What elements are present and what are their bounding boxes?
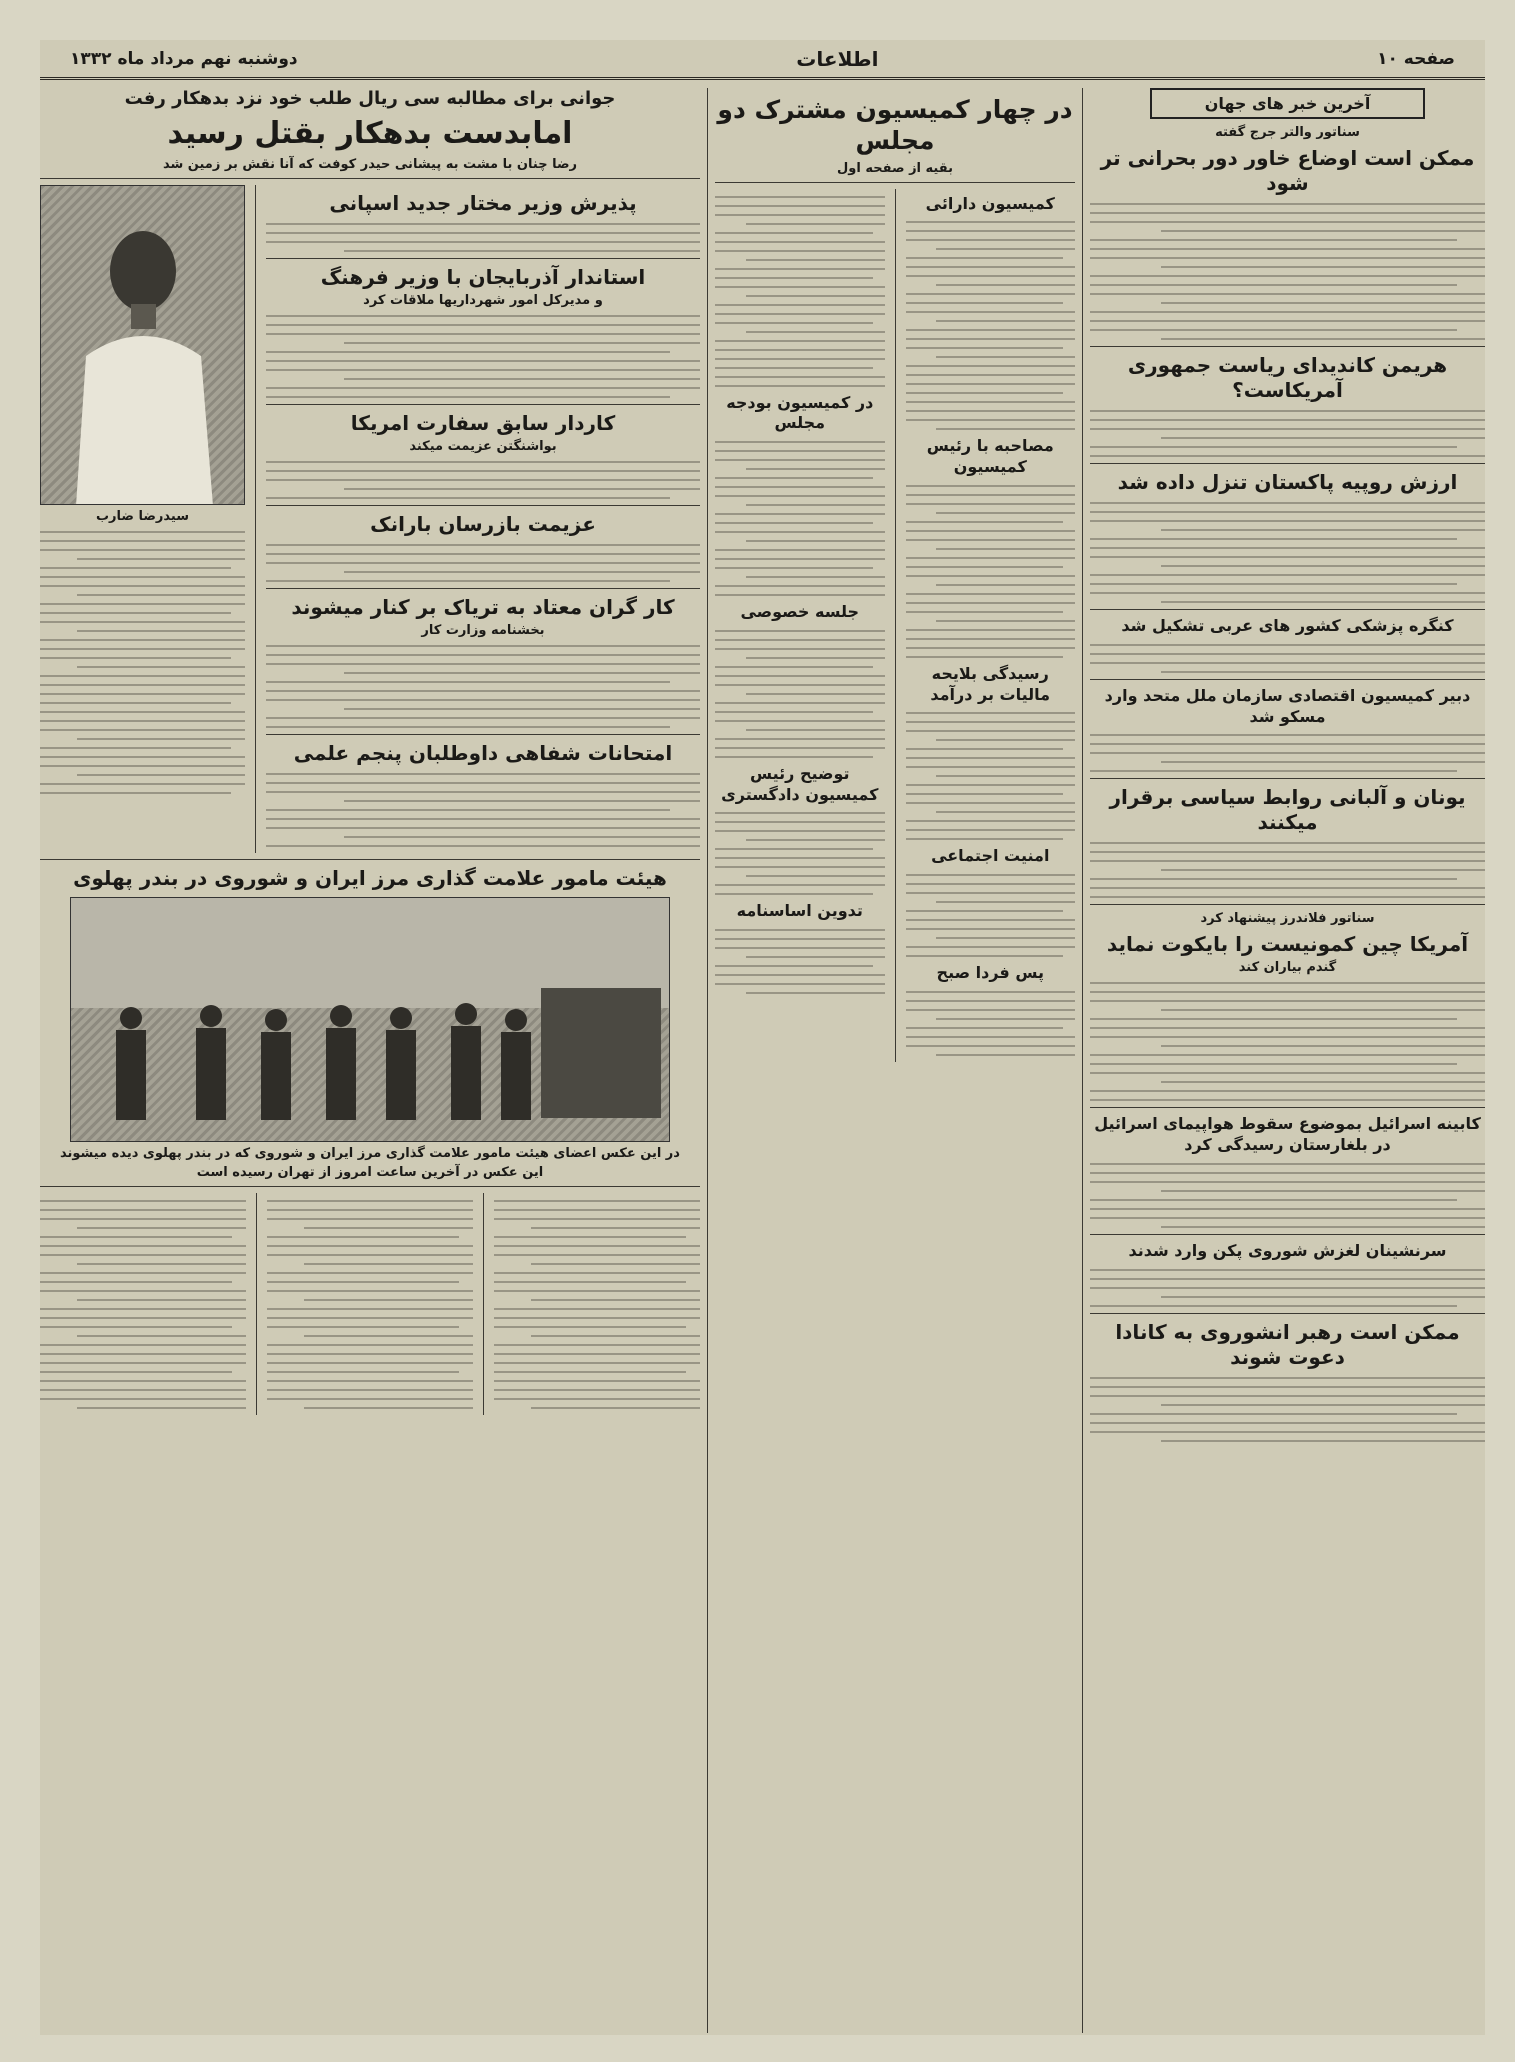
story-body: [1090, 410, 1485, 457]
section-heading: مصاحبه با رئیس کمیسیون: [926, 436, 1054, 477]
story-headline: دبیر کمیسیون اقتصادی سازمان ملل متحد وارد مسکو شد: [1104, 685, 1471, 726]
story-headline: کنگره پزشکی کشور های عربی تشکیل شد: [1121, 616, 1454, 635]
page-number: صفحه ۱۰: [1377, 48, 1455, 69]
story-headline: استاندار آذربایجان با وزیر فرهنگ: [320, 264, 646, 289]
column-rule: [1082, 88, 1083, 2033]
story-headline: ممکن است اوضاع خاور دور بحرانی تر شود: [1100, 146, 1475, 195]
newspaper-page: [40, 40, 1485, 2035]
section-heading: در کمیسیون بودجه مجلس: [726, 392, 874, 433]
portrait-photo: [40, 185, 245, 505]
story-headline: هریمن کاندیدای ریاست جمهوری آمریکاست؟: [1127, 353, 1448, 402]
story-body: [1090, 502, 1485, 603]
story-kicker: سناتور فلاندرز پیشنهاد کرد: [1200, 911, 1375, 927]
section-heading: کمیسیون دارائی: [925, 193, 1055, 213]
parliament-column: [715, 88, 1075, 2033]
story-headline: امابدست بدهکار بقتل رسید: [167, 116, 573, 151]
story-headline: ممکن است رهبر انشوروی به کانادا دعوت شوند: [1115, 1319, 1460, 1369]
photo-caption: این عکس در آخرین ساعت امروز از تهران رسیده است: [196, 1164, 544, 1180]
photo-caption: سیدرضا ضارب: [95, 508, 190, 524]
story-kicker: جوانی برای مطالبه سی ریال طلب خود نزد بدهکار رفت: [124, 88, 616, 109]
group-figures: [71, 898, 670, 1142]
story-headline: یونان و آلبانی روابط سیاسی برقرار میکنند: [1109, 785, 1466, 835]
story-headline: ارزش روپیه پاکستان تنزل داده شد: [1117, 470, 1458, 494]
photo-caption: در این عکس اعضای هیئت مامور علامت گذاری مرز ایران و شوروی که در بندر پهلوی دیده میشوند: [60, 1145, 680, 1161]
story-headline: هیئت مامور علامت گذاری مرز ایران و شوروی در بندر پهلوی: [73, 865, 667, 890]
issue-date: دوشنبه نهم مرداد ماه ۱۳۳۲: [70, 48, 298, 69]
story-subhead: رضا چنان با مشت به پیشانی حیدر کوفت که آنا نقش بر زمین شد: [162, 156, 578, 172]
story-headline: امتحانات شفاهی داوطلبان پنجم علمی: [293, 740, 673, 765]
story-kicker: سناتور والتر جرج گفته: [1215, 125, 1360, 140]
section-heading: تدوین اساسنامه: [736, 901, 863, 921]
story-subhead: گندم بیاران کند: [1238, 960, 1337, 976]
story-body: [1090, 1269, 1485, 1307]
story-headline: پذیرش وزیر مختار جدید اسپانی: [329, 190, 637, 215]
paper-name: اطلاعات: [796, 46, 879, 71]
story-subhead: بواشنگتن عزیمت میکند: [409, 438, 557, 454]
lead-area: [40, 185, 700, 853]
story-body: [1090, 203, 1485, 340]
person-figure: [41, 186, 245, 505]
world-news-column: [1090, 88, 1485, 2033]
column-rule: [707, 88, 708, 2033]
story-headline: کاردار سابق سفارت امریکا: [350, 410, 616, 435]
story-headline: عزیمت بازرسان بارانک: [370, 511, 596, 536]
section-heading: توضیح رئیس کمیسیون دادگستری: [721, 763, 879, 804]
story-headline: آمریکا چین کمونیست را بایکوت نماید: [1106, 932, 1469, 957]
domestic-news-column: [40, 88, 700, 2033]
story-body: [1090, 734, 1485, 772]
continued-note: بقیه از صفحه اول: [837, 160, 953, 176]
story-headline: کار گران معتاد به تریاک بر کنار میشوند: [291, 594, 675, 619]
story-headline: سرنشینان لغزش شوروی پکن وارد شدند: [1128, 1240, 1447, 1260]
story-body: [1090, 842, 1485, 898]
story-subhead: بخشنامه وزارت کار: [421, 622, 545, 638]
section-heading: رسیدگی بلایحه مالیات بر درآمد: [930, 663, 1051, 704]
two-column-text: [715, 189, 1075, 1063]
continuation-text: [40, 1193, 700, 1415]
section-heading: امنیت اجتماعی: [931, 846, 1050, 866]
story-headline: کابینه اسرائیل بموضوع سقوط هواپیمای اسرائیل در بلغارستان رسیدگی کرد: [1094, 1114, 1481, 1155]
section-heading: جلسه خصوصی: [740, 602, 860, 622]
story-headline: در چهار کمیسیون مشترک دو مجلس: [717, 95, 1073, 156]
story-body: [1090, 982, 1485, 1101]
group-photo: [70, 897, 670, 1142]
section-title: آخرین خبر های جهان: [1150, 88, 1425, 119]
masthead: [40, 40, 1485, 80]
story-subhead: و مدیرکل امور شهرداریها ملاقات کرد: [363, 292, 603, 308]
section-heading: پس فردا صبح: [936, 963, 1044, 983]
story-body: [1090, 1163, 1485, 1228]
story-body: [1090, 644, 1485, 673]
story-body: [1090, 1377, 1485, 1442]
